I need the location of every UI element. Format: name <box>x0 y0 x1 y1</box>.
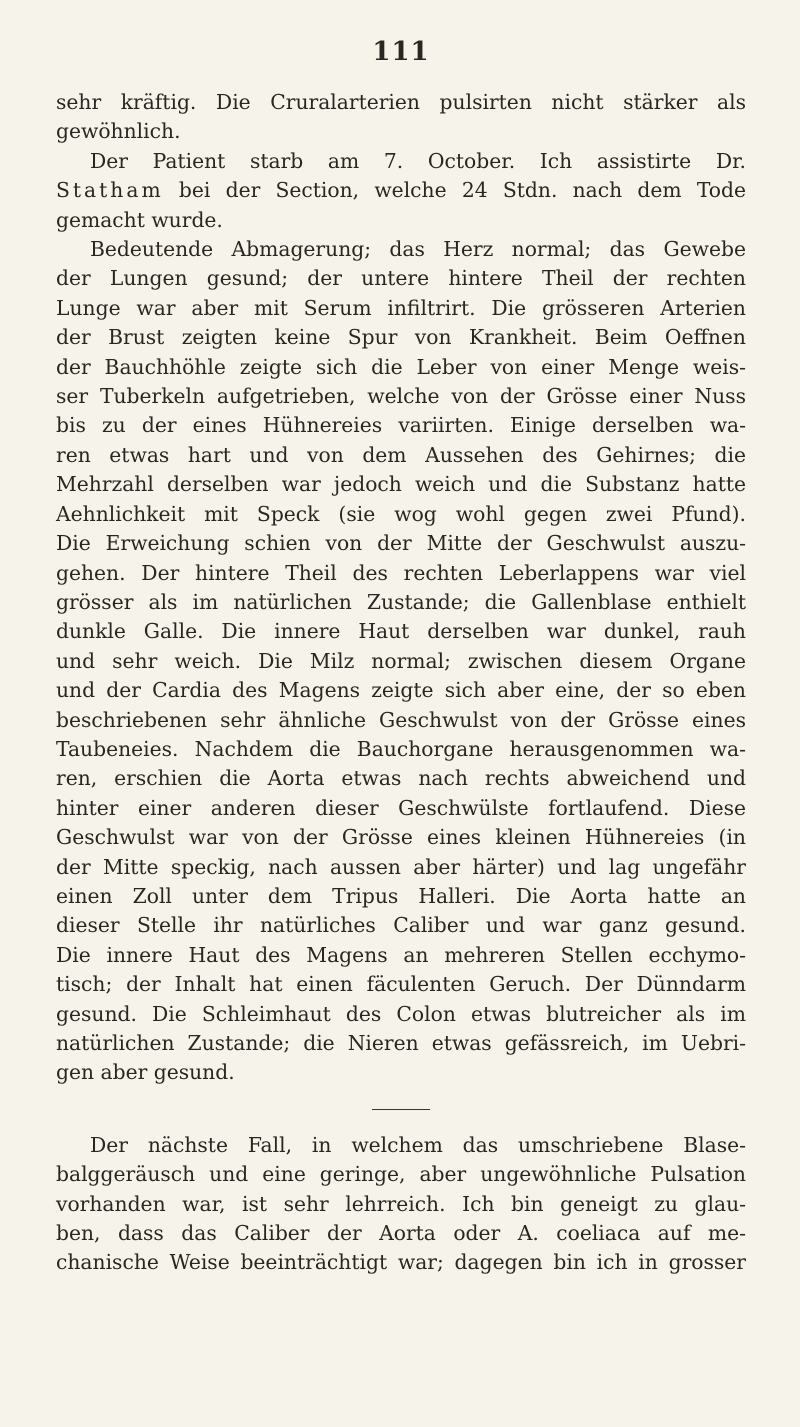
text-line: sehr kräftig. Die Cruralarterien pulsirten nicht stärker als <box>56 90 746 114</box>
text-line: Die Erweichung schien von der Mitte der Geschwulst auszu- <box>56 531 746 556</box>
section-divider <box>372 1109 430 1110</box>
page-number: 111 <box>372 37 430 67</box>
text-line: chanische Weise beeinträchtigt war; dagegen bin ich in grosser <box>56 1250 746 1275</box>
text-line: hinter einer anderen dieser Geschwülste fortlaufend. Diese <box>56 795 746 820</box>
person-name-statham: Statham <box>56 178 164 203</box>
text-line: Mehrzahl derselben war jedoch weich und die Substanz hatte <box>56 472 746 497</box>
text-line: dunkle Galle. Die innere Haut derselben war dunkel, rauh <box>56 619 746 644</box>
text-line: ren, erschien die Aorta etwas nach rechts abweichend und <box>56 766 746 791</box>
text-line: und der Cardia des Magens zeigte sich aber eine, der so eben <box>56 678 746 703</box>
text-line: der Mitte speckig, nach aussen aber härter) und lag ungefähr <box>56 854 746 879</box>
text-line: Geschwulst war von der Grösse eines kleinen Hühnereies (in <box>56 825 746 850</box>
text-line: der Lungen gesund; der untere hintere Theil der rechten <box>56 266 746 291</box>
paragraph-block-1 <box>56 88 746 1088</box>
text-line: Der Patient starb am 7. October. Ich assistirte Dr. <box>90 148 746 173</box>
text-line: und sehr weich. Die Milz normal; zwischen diesem Organe <box>56 648 746 673</box>
text-line-composite <box>56 176 746 205</box>
text-line: tisch; der Inhalt hat einen fäculenten Geruch. Der Dünndarm <box>56 972 746 997</box>
text-line: der Bauchhöhle zeigte sich die Leber von einer Menge weis- <box>56 354 746 379</box>
text-line: einen Zoll unter dem Tripus Halleri. Die Aorta hatte an <box>56 883 746 908</box>
text-line: vorhanden war, ist sehr lehrreich. Ich bin geneigt zu glau- <box>56 1191 746 1216</box>
text-line: balggeräusch und eine geringe, aber ungewöhnliche Pulsation <box>56 1162 746 1187</box>
text-line-remainder: bei der Section, welche 24 Stdn. nach dem Tode <box>163 178 746 203</box>
text-line: gewöhnlich. <box>56 119 181 144</box>
text-line: Bedeutende Abmagerung; das Herz normal; das Gewebe <box>90 237 746 262</box>
text-line: der Brust zeigten keine Spur von Krankheit. Beim Oeffnen <box>56 325 746 350</box>
text-line: ben, dass das Caliber der Aorta oder A. coeliaca auf me- <box>56 1221 746 1246</box>
text-line: ren etwas hart und von dem Aussehen des Gehirnes; die <box>56 442 746 467</box>
text-line: Der nächste Fall, in welchem das umschriebene Blase- <box>90 1132 746 1157</box>
text-line: Taubeneies. Nachdem die Bauchorgane herausgenommen wa- <box>56 736 746 761</box>
text-line: bis zu der eines Hühnereies variirten. Einige derselben wa- <box>56 413 746 438</box>
text-line: natürlichen Zustande; die Nieren etwas gefässreich, im Uebri- <box>56 1031 746 1055</box>
text-line: ser Tuberkeln aufgetrieben, welche von der Grösse einer Nuss <box>56 384 746 409</box>
text-line: gesund. Die Schleimhaut des Colon etwas blutreicher als im <box>56 1001 746 1026</box>
text-line: gehen. Der hintere Theil des rechten Leberlappens war viel <box>56 560 746 585</box>
text-line: beschriebenen sehr ähnliche Geschwulst von der Grösse eines <box>56 707 746 732</box>
text-line: gen aber gesund. <box>56 1060 235 1085</box>
text-line: Lunge war aber mit Serum infiltrirt. Die grösseren Arterien <box>56 295 746 320</box>
text-line: Die innere Haut des Magens an mehreren Stellen ecchymo- <box>56 942 746 967</box>
text-line: Aehnlichkeit mit Speck (sie wog wohl gegen zwei Pfund). <box>56 501 746 526</box>
text-line: grösser als im natürlichen Zustande; die Gallenblase enthielt <box>56 589 746 614</box>
text-line: dieser Stelle ihr natürliches Caliber und war ganz gesund. <box>56 913 746 938</box>
paragraph-block-2 <box>56 1131 746 1278</box>
text-line: gemacht wurde. <box>56 207 223 232</box>
book-page <box>56 30 746 1278</box>
